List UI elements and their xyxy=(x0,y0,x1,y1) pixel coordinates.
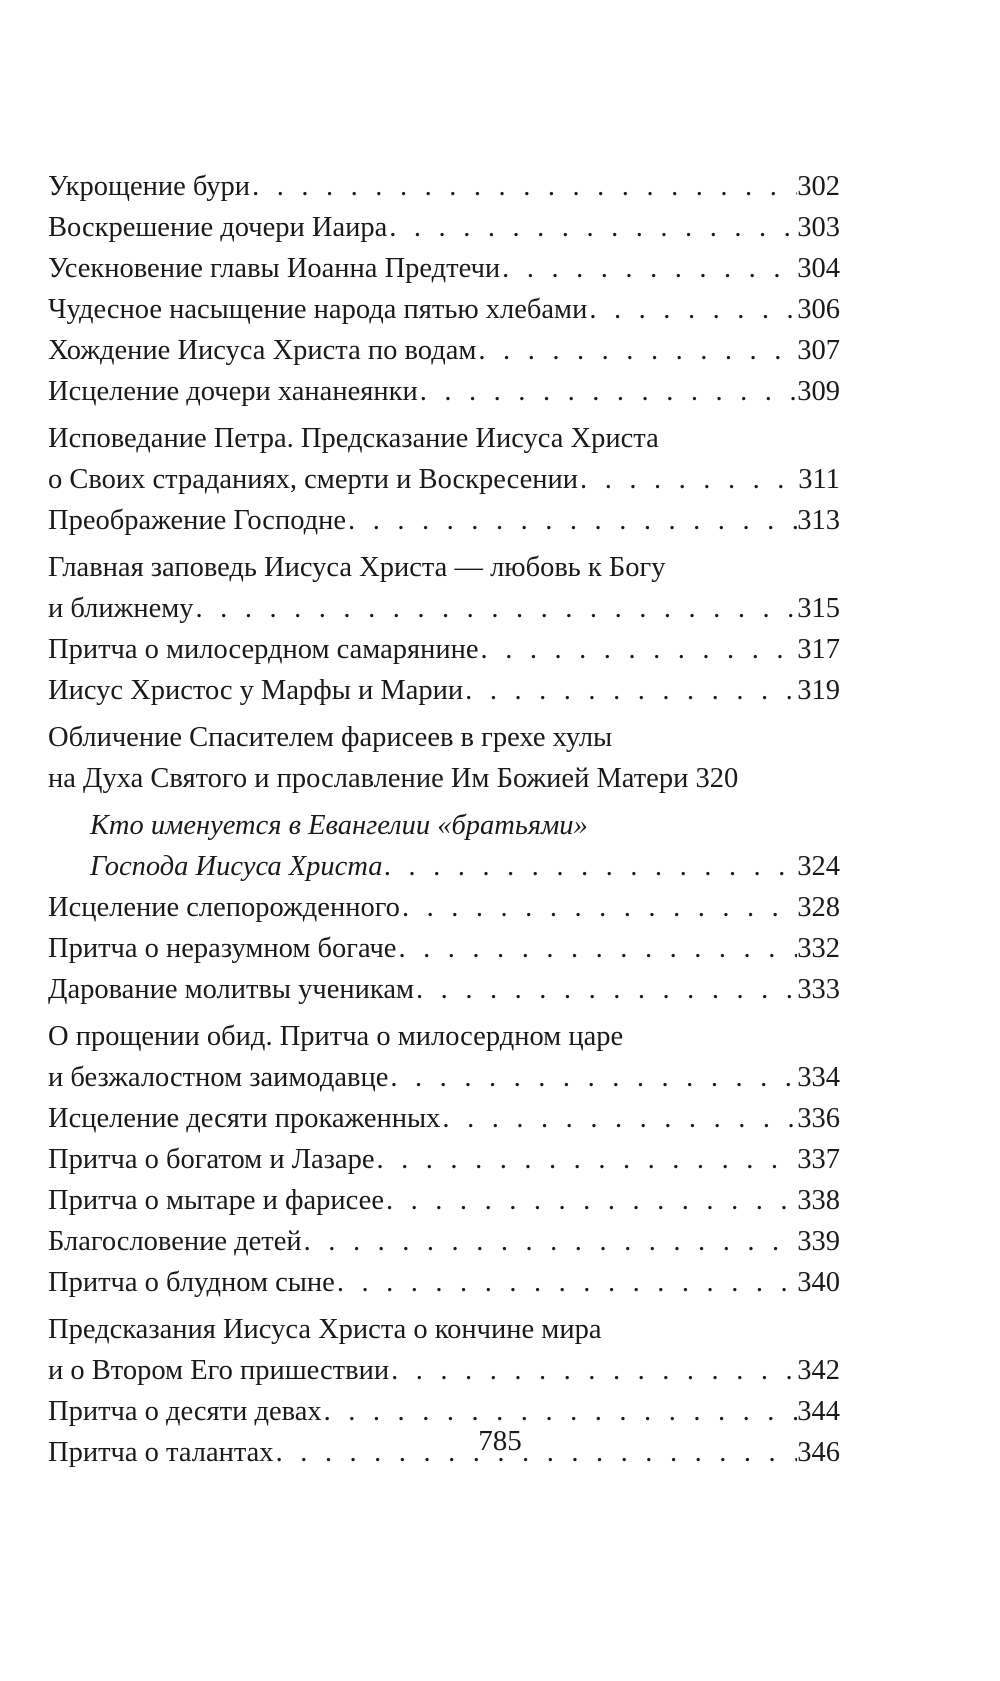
toc-page-number: 334 xyxy=(797,1062,840,1093)
dot-leader xyxy=(346,500,797,541)
toc-subentry xyxy=(48,805,840,887)
toc-entry-row xyxy=(48,1262,840,1303)
toc-entry-title-line: Обличение Спасителем фарисеев в грехе хулы xyxy=(48,722,613,753)
toc-entry-title: Притча о блудном сыне xyxy=(48,1267,335,1298)
dot-leader xyxy=(384,1180,797,1221)
toc-entry xyxy=(48,928,840,969)
toc-entry xyxy=(48,629,840,670)
toc-entry-spacer xyxy=(688,758,695,799)
toc-entry-row xyxy=(48,500,840,541)
dot-leader xyxy=(400,887,797,928)
toc-page-number: 324 xyxy=(797,851,840,882)
toc-entry-row xyxy=(48,1180,840,1221)
toc-entry xyxy=(48,248,840,289)
toc-entry-row xyxy=(48,1098,840,1139)
toc-entry-title: и ближнему xyxy=(48,593,194,624)
dot-leader xyxy=(387,207,797,248)
toc-entry xyxy=(48,1180,840,1221)
toc-page-number: 332 xyxy=(797,933,840,964)
toc-page-number: 336 xyxy=(797,1103,840,1134)
dot-leader xyxy=(463,670,797,711)
toc-entry-title: Усекновение главы Иоанна Предтечи xyxy=(48,253,501,284)
toc-page-number: 306 xyxy=(797,294,840,325)
toc-page-number: 313 xyxy=(797,505,840,536)
toc-entry-title-line: Исповедание Петра. Предсказание Иисуса Христа xyxy=(48,423,659,454)
toc-page-number: 337 xyxy=(797,1144,840,1175)
dot-leader xyxy=(335,1262,797,1303)
toc-entry xyxy=(48,500,840,541)
toc-entry-row xyxy=(48,289,840,330)
toc-entry xyxy=(48,1016,840,1098)
toc-entry-row xyxy=(48,166,840,207)
toc-entry-row xyxy=(48,459,840,500)
dot-leader xyxy=(388,1057,797,1098)
toc-entry-title: Господа Иисуса Христа xyxy=(90,851,383,882)
toc-entry-title-line: Предсказания Иисуса Христа о кончине мира xyxy=(48,1314,602,1345)
toc-entry xyxy=(48,418,840,500)
dot-leader xyxy=(578,459,798,500)
toc-entry-row xyxy=(48,1221,840,1262)
dot-leader xyxy=(374,1139,797,1180)
toc-entry xyxy=(48,207,840,248)
toc-entry-row xyxy=(48,371,840,412)
toc-entry-title: Притча о мытаре и фарисее xyxy=(48,1185,384,1216)
toc-entry xyxy=(48,547,840,629)
toc-page-number: 311 xyxy=(798,464,840,495)
toc-entry xyxy=(48,1221,840,1262)
toc-entry-row xyxy=(48,969,840,1010)
toc-entry-title-line: О прощении обид. Притча о милосердном царе xyxy=(48,1021,624,1052)
toc-entry xyxy=(48,1262,840,1303)
dot-leader xyxy=(476,330,797,371)
toc-page-number: 342 xyxy=(797,1355,840,1386)
dot-leader xyxy=(587,289,797,330)
toc-entry-title: Хождение Иисуса Христа по водам xyxy=(48,335,477,366)
toc-entry-title: Благословение детей xyxy=(48,1226,302,1257)
toc-entry-row xyxy=(48,1057,840,1098)
dot-leader xyxy=(383,846,798,887)
dot-leader xyxy=(479,629,798,670)
dot-leader xyxy=(440,1098,797,1139)
toc-page-number: 304 xyxy=(797,253,840,284)
toc-entry-row xyxy=(90,846,840,887)
toc-page-number: 307 xyxy=(797,335,840,366)
table-of-contents xyxy=(48,166,840,1473)
toc-entry-title: Притча о милосердном самарянине xyxy=(48,634,479,665)
toc-entry-title: Исцеление дочери хананеянки xyxy=(48,376,418,407)
toc-page-number: 309 xyxy=(797,376,840,407)
toc-entry-row xyxy=(48,758,840,799)
toc-entry-title: Воскрешение дочери Иаира xyxy=(48,212,388,243)
toc-entry-row xyxy=(48,928,840,969)
toc-page-number: 302 xyxy=(797,171,840,202)
toc-entry xyxy=(48,289,840,330)
toc-entry-row xyxy=(48,588,840,629)
page-number: 785 xyxy=(478,1425,522,1457)
toc-page-number: 315 xyxy=(797,593,840,624)
toc-entry-title: Преображение Господне xyxy=(48,505,347,536)
toc-page-number: 346 xyxy=(797,1437,840,1468)
toc-page-number: 339 xyxy=(797,1226,840,1257)
toc-entry-title: Исцеление десяти прокаженных xyxy=(48,1103,441,1134)
toc-entry-title: Дарование молитвы ученикам xyxy=(48,974,415,1005)
toc-entry xyxy=(48,1309,840,1391)
toc-entry-title: Чудесное насыщение народа пятью хлебами xyxy=(48,294,588,325)
dot-leader xyxy=(414,969,797,1010)
toc-entry-row xyxy=(48,330,840,371)
toc-page-number: 344 xyxy=(797,1396,840,1427)
toc-entry-title: Притча о неразумном богаче xyxy=(48,933,397,964)
toc-page-number: 303 xyxy=(797,212,840,243)
toc-page-number: 340 xyxy=(797,1267,840,1298)
toc-entry-title: на Духа Святого и прославление Им Божией Матери xyxy=(48,763,689,794)
toc-entry-row xyxy=(48,670,840,711)
dot-leader xyxy=(194,588,798,629)
toc-entry-title: Укрощение бури xyxy=(48,171,251,202)
toc-page-number: 328 xyxy=(797,892,840,923)
toc-page-number: 338 xyxy=(797,1185,840,1216)
toc-entry xyxy=(48,670,840,711)
toc-entry-row xyxy=(48,629,840,670)
toc-page-number: 317 xyxy=(797,634,840,665)
toc-entry xyxy=(48,1139,840,1180)
toc-entry xyxy=(48,371,840,412)
toc-entry xyxy=(48,330,840,371)
dot-leader xyxy=(250,166,797,207)
toc-entry-row xyxy=(48,207,840,248)
toc-entry xyxy=(48,1098,840,1139)
toc-entry-title-line: Главная заповедь Иисуса Христа — любовь к Богу xyxy=(48,552,666,583)
toc-entry-title: Притча о богатом и Лазаре xyxy=(48,1144,375,1175)
toc-entry-title: о Своих страданиях, смерти и Воскресении xyxy=(48,464,579,495)
dot-leader xyxy=(302,1221,798,1262)
toc-page-number: 333 xyxy=(797,974,840,1005)
toc-entry-row xyxy=(48,1350,840,1391)
toc-entry-title: и о Втором Его пришествии xyxy=(48,1355,390,1386)
toc-entry-title: Иисус Христос у Марфы и Марии xyxy=(48,675,464,706)
toc-entry xyxy=(48,887,840,928)
toc-page-number: 320 xyxy=(695,763,739,794)
toc-entry xyxy=(48,969,840,1010)
toc-entry-row xyxy=(48,1139,840,1180)
toc-entry-title-line: Кто именуется в Евангелии «братьями» xyxy=(90,810,588,841)
toc-entry-title: Исцеление слепорожденного xyxy=(48,892,400,923)
dot-leader xyxy=(396,928,797,969)
toc-entry xyxy=(48,717,840,799)
toc-page-number: 319 xyxy=(797,675,840,706)
toc-entry-title: Притча о талантах xyxy=(48,1437,274,1468)
toc-entry-row xyxy=(48,248,840,289)
toc-entry-row xyxy=(48,887,840,928)
dot-leader xyxy=(389,1350,797,1391)
dot-leader xyxy=(418,371,798,412)
toc-entry-title: и безжалостном заимодавце xyxy=(48,1062,389,1093)
dot-leader xyxy=(500,248,797,289)
toc-entry xyxy=(48,166,840,207)
toc-entry-title: Притча о десяти девах xyxy=(48,1396,322,1427)
